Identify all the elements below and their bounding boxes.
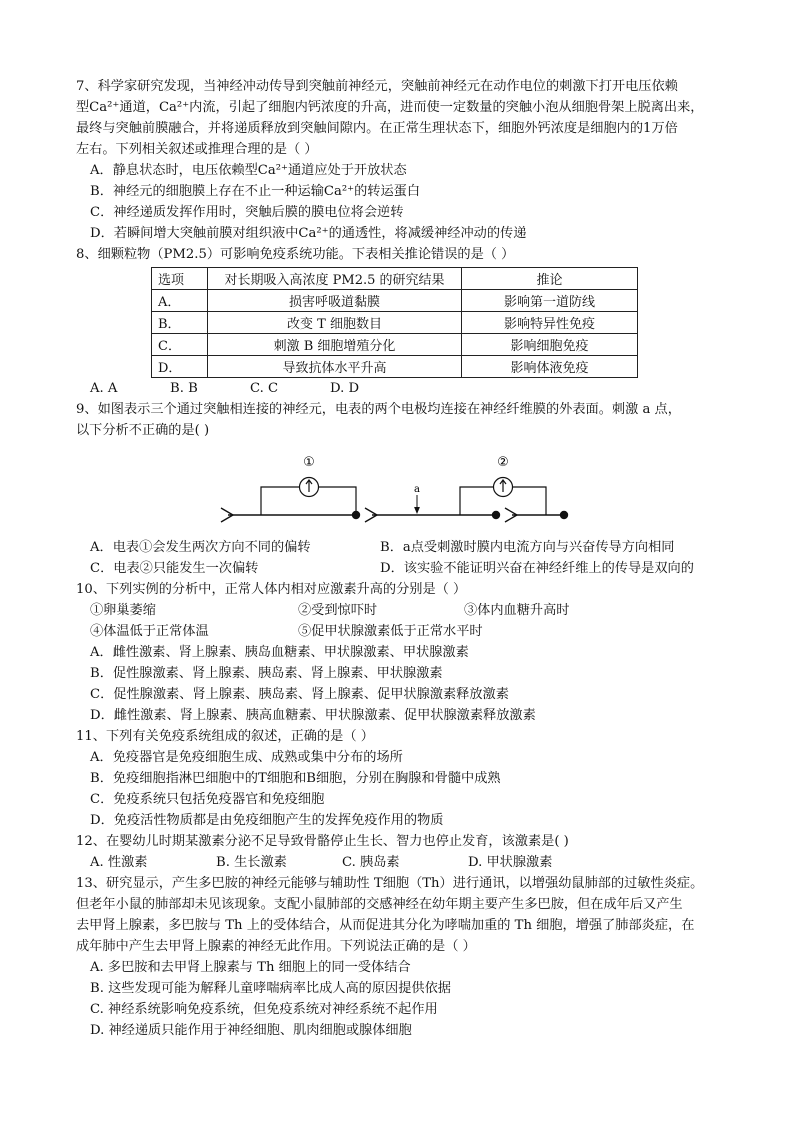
q7-option-a: A．静息状态时，电压依赖型Ca²⁺通道应处于开放状态: [90, 163, 407, 178]
q10-case: ③体内血糖升高时: [464, 603, 570, 618]
exam-page: [76, 76, 731, 1041]
table-cell: 影响特异性免疫: [462, 312, 638, 334]
q9-option-c: C．电表②只能发生一次偏转: [90, 561, 259, 576]
q10-option-a: A．雌性激素、肾上腺素、胰岛血糖素、甲状腺激素、甲状腺激素: [90, 645, 469, 660]
q9-option-b: B．a点受刺激时膜内电流方向与兴奋传导方向相同: [380, 540, 675, 555]
q12-option-a: A. 性激素: [90, 855, 148, 870]
table-cell: 影响第一道防线: [462, 290, 638, 312]
table-cell: 改变 T 细胞数目: [208, 312, 462, 334]
table-cell: C．: [152, 334, 208, 356]
q10-option-b: B．促性腺激素、肾上腺素、胰岛素、肾上腺素、甲状腺激素: [90, 666, 443, 681]
table-cell: D．: [152, 356, 208, 378]
q12-option-d: D. 甲状腺激素: [468, 855, 553, 870]
table-cell: 损害呼吸道黏膜: [208, 290, 462, 312]
q8-choice-c: C. C: [250, 381, 279, 396]
q11-option-b: B．免疫细胞指淋巴细胞中的T细胞和B细胞，分别在胸腺和骨髓中成熟: [90, 771, 501, 786]
question-12: [76, 831, 731, 873]
question-8: [76, 244, 731, 399]
question-11: [76, 726, 731, 831]
q10-cases-row-2: [76, 621, 731, 642]
q11-option-d: D．免疫活性物质都是由免疫细胞产生的发挥免疫作用的物质: [90, 813, 444, 828]
q13-option-c: C. 神经系统影响免疫系统，但免疫系统对神经系统不起作用: [90, 1002, 438, 1017]
q9-stem-line: 9、如图表示三个通过突触相连接的神经元，电表的两个电极均连接在神经纤维膜的外表面。刺激 a 点，: [76, 402, 681, 417]
q8-choice-b: B. B: [170, 381, 198, 396]
q13-stem-line: 去甲肾上腺素，多巴胺与 Th 上的受体结合，从而促进其分化为哮喘加重的 Th 细胞，增强了肺部炎症，在: [76, 918, 695, 933]
q11-option-a: A．免疫器官是免疫细胞生成、成熟或集中分布的场所: [90, 750, 403, 765]
table-cell: 影响细胞免疫: [462, 334, 638, 356]
table-header-cell: 选项: [152, 268, 208, 290]
table-cell: 导致抗体水平升高: [208, 356, 462, 378]
q11-stem: 11、下列有关免疫系统组成的叙述，正确的是（ ）: [76, 729, 374, 744]
q7-stem-line: 左右。下列相关叙述或推理合理的是（ ）: [76, 142, 318, 157]
q10-stem: 10、下列实例的分析中，正常人体内相对应激素升高的分别是（ ）: [76, 582, 467, 597]
table-cell: 刺激 B 细胞增殖分化: [208, 334, 462, 356]
stimulus-arrow-head: [415, 507, 420, 513]
q10-case: ②受到惊吓时: [298, 603, 378, 618]
table-row: [152, 334, 638, 356]
meter-2-label: ②: [497, 455, 509, 470]
table-header-cell: 推论: [462, 268, 638, 290]
q13-option-d: D. 神经递质只能作用于神经细胞、肌肉细胞或腺体细胞: [90, 1023, 412, 1038]
q8-choice-d: D. D: [330, 381, 360, 396]
q7-option-d: D．若瞬间增大突触前膜对组织液中Ca²⁺的通透性，将减缓神经冲动的传递: [90, 226, 527, 241]
q9-stem-line: 以下分析不正确的是( ): [76, 423, 210, 438]
stimulus-point-label: a: [414, 484, 420, 495]
q10-case: ①卵巢萎缩: [90, 603, 156, 618]
q9-option-d: D．该实验不能证明兴奋在神经纤维上的传导是双向的: [380, 561, 694, 576]
q12-stem: 12、在婴幼儿时期某激素分泌不足导致骨骼停止生长、智力也停止发育，该激素是( ): [76, 834, 569, 849]
q10-option-d: D．雌性激素、肾上腺素、胰高血糖素、甲状腺激素、促甲状腺激素释放激素: [90, 708, 536, 723]
q13-stem-line: 但老年小鼠的肺部却未见该现象。支配小鼠肺部的交感神经在幼年期主要产生多巴胺，但在成年后又产生: [76, 897, 683, 912]
q8-choice-a: A. A: [90, 381, 118, 396]
q11-option-c: C．免疫系统只包括免疫器官和免疫细胞: [90, 792, 325, 807]
q13-option-b: B. 这些发现可能为解释儿童哮喘病率比成人高的原因提供依据: [90, 981, 451, 996]
table-header-row: [152, 268, 638, 290]
question-7: [76, 76, 731, 244]
meter-1-label: ①: [303, 455, 315, 470]
q8-choices: [76, 378, 731, 399]
synapse-knob-2: [492, 511, 500, 519]
q12-options: [76, 852, 731, 873]
q10-cases-row-1: [76, 600, 731, 621]
table-header-cell: 对长期吸入高浓度 PM2.5 的研究结果: [208, 268, 462, 290]
q8-stem: 8、细颗粒物（PM2.5）可影响免疫系统功能。下表相关推论错误的是（ ）: [76, 247, 515, 262]
question-9: [76, 399, 731, 579]
q10-case: ⑤促甲状腺激素低于正常水平时: [298, 624, 483, 639]
q9-option-a: A．电表①会发生两次方向不同的偏转: [90, 540, 311, 555]
table-cell: A．: [152, 290, 208, 312]
q7-stem-line: 7、科学家研究发现，当神经冲动传导到突触前神经元，突触前神经元在动作电位的刺激下打开电压依赖: [76, 79, 678, 94]
q7-stem-line: 最终与突触前膜融合，并将递质释放到突触间隙内。在正常生理状态下，细胞外钙浓度是细胞内的1万倍: [76, 121, 678, 136]
q13-option-a: A. 多巴胺和去甲肾上腺素与 Th 细胞上的同一受体结合: [90, 960, 411, 975]
table-row: [152, 312, 638, 334]
q7-option-c: C．神经递质发挥作用时，突触后膜的膜电位将会逆转: [90, 205, 404, 220]
q13-stem-line: 13、研究显示，产生多巴胺的神经元能够与辅助性 T细胞（Th）进行通讯，以增强幼鼠肺部的过敏性炎症。: [76, 876, 704, 891]
question-10: [76, 579, 731, 726]
q7-stem-line: 型Ca²⁺通道，Ca²⁺内流，引起了细胞内钙浓度的升高，进而使一定数量的突触小泡从细胞骨架上脱离出来，: [76, 100, 704, 115]
q10-option-c: C．促性腺激素、肾上腺素、胰岛素、肾上腺素、促甲状腺激素释放激素: [90, 687, 509, 702]
q12-option-b: B. 生长激素: [216, 855, 287, 870]
question-13: [76, 873, 731, 1041]
q10-case: ④体温低于正常体温: [90, 624, 209, 639]
synapse-knob-3: [560, 511, 568, 519]
neuron-diagram-svg: [76, 445, 731, 533]
q9-options-row-2: [76, 558, 731, 579]
q9-options-row-1: [76, 537, 731, 558]
q12-option-c: C. 胰岛素: [342, 855, 400, 870]
q8-table: [151, 267, 638, 378]
q7-option-b: B．神经元的细胞膜上存在不止一种运输Ca²⁺的转运蛋白: [90, 184, 421, 199]
table-cell: 影响体液免疫: [462, 356, 638, 378]
q13-stem-line: 成年肺中产生去甲肾上腺素的神经无此作用。下列说法正确的是（ ）: [76, 939, 476, 954]
table-row: [152, 356, 638, 378]
table-cell: B．: [152, 312, 208, 334]
table-row: [152, 290, 638, 312]
neuron-diagram: [76, 445, 731, 533]
